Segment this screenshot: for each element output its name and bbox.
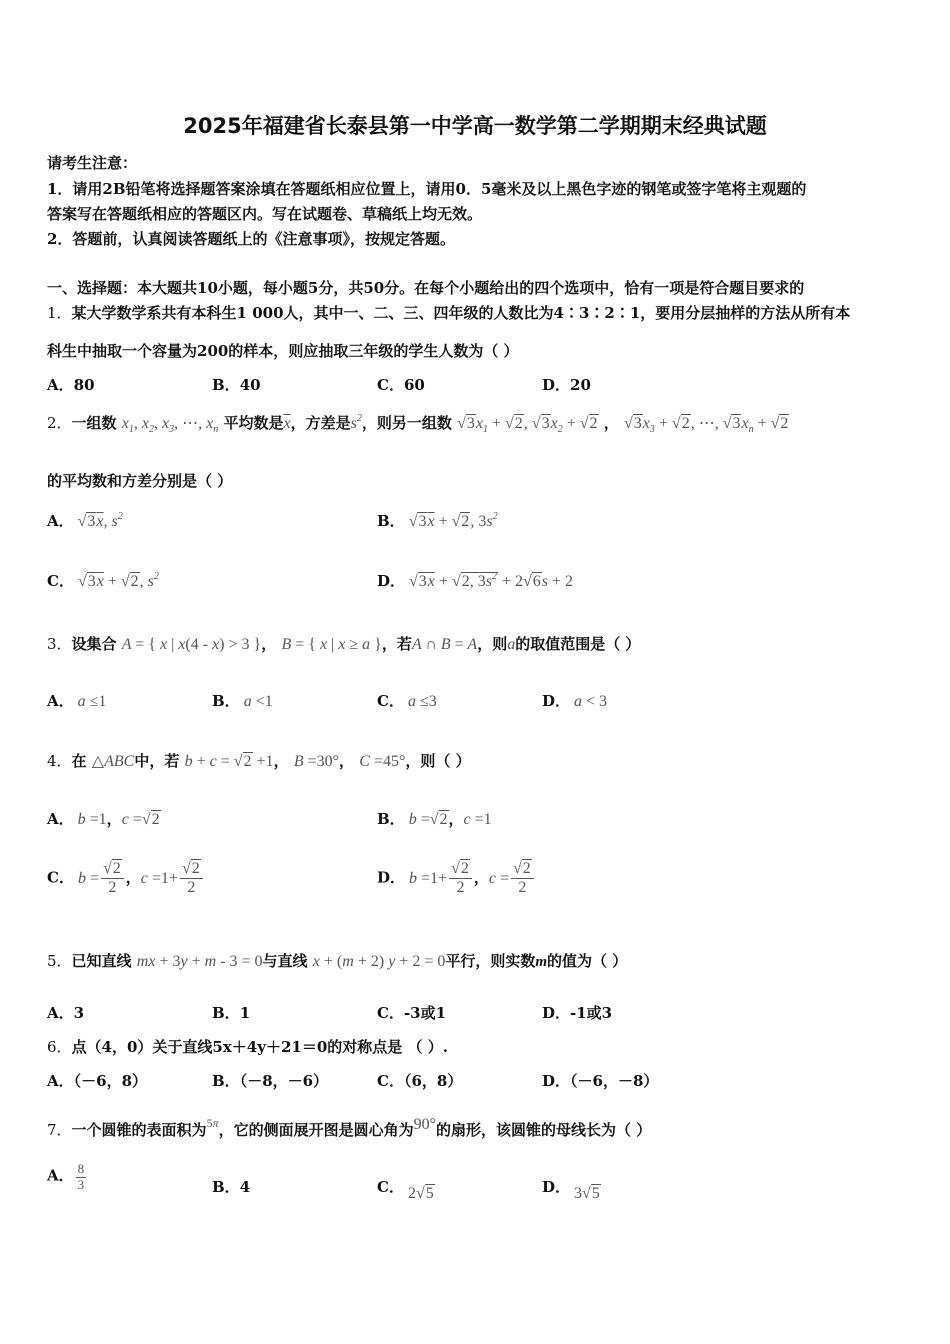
- question-2-cont: 的平均数和方差分别是（ ）: [47, 472, 233, 490]
- formula: $x_1$, $x_2$, $x_3$, ⋯, $x_n$: [121, 415, 219, 435]
- option-b[interactable]: B．40: [212, 376, 261, 394]
- option-d[interactable]: D．（－6，－8）: [542, 1072, 659, 1090]
- option-b[interactable]: B． a <1: [212, 692, 273, 710]
- notice-item-2: 2．答题前，认真阅读答题纸上的《注意事项》，按规定答题。: [47, 230, 455, 248]
- option-b[interactable]: B．（－8，－6）: [212, 1072, 329, 1090]
- notice-heading: 请考生注意：: [47, 154, 138, 172]
- option-d[interactable]: D． b =1+ $\frac{√2}{2}$ ，c = $\frac{√2}{2}$: [377, 860, 536, 898]
- question-1: [47, 302, 850, 323]
- option-d[interactable]: D．-1或3: [542, 1004, 613, 1022]
- option-a[interactable]: A． $√3\overline{x}$, $s^2$: [47, 511, 123, 530]
- option-c[interactable]: C．60: [377, 376, 425, 394]
- option-a[interactable]: A．3: [47, 1004, 85, 1022]
- option-a[interactable]: A． b =1，c =√2: [47, 810, 160, 828]
- option-c[interactable]: C． $√3\overline{x} + √2$, $s^2$: [47, 571, 159, 590]
- formula: B = { x | x ≥ a }: [281, 636, 382, 653]
- notice-item-1: 1．请用2B铅笔将选择题答案涂填在答题纸相应位置上，请用0．5毫米及以上黑色字迹的钢笔或签字笔将主观题的: [47, 180, 807, 198]
- formula: mx + 3y + m - 3 = 0: [136, 953, 263, 970]
- option-b[interactable]: B．4: [212, 1178, 251, 1196]
- formula: △ABC: [91, 753, 135, 770]
- option-b[interactable]: B． b =√2，c =1: [377, 810, 492, 828]
- formula: $√3x_3 + √2$, ⋯, $√3x_n + √2$: [623, 415, 789, 435]
- option-a[interactable]: A． a ≤1: [47, 692, 107, 710]
- question-number: 1．: [47, 304, 72, 322]
- option-c[interactable]: C． 2√5: [377, 1178, 434, 1202]
- option-a[interactable]: A．80: [47, 376, 95, 394]
- page-title: 2025年福建省长泰县第一中学高一数学第二学期期末经典试题: [183, 114, 767, 138]
- question-3: 3．设集合 A = { x | x(4 - x) > 3 }， B = { x | x ≥ a }，若A ∩ B = A，则a的取值范围是（ ）: [47, 635, 641, 653]
- formula: A = { x | x(4 - x) > 3 }: [121, 636, 262, 653]
- option-c[interactable]: C．-3或1: [377, 1004, 447, 1022]
- formula: b + c = √2 +1: [184, 753, 274, 770]
- option-d[interactable]: D． $√3\overline{x} + √2$, $3s^2 + 2√6s + 2$: [377, 571, 574, 590]
- option-a[interactable]: A． $\frac{8}{3}$: [47, 1161, 85, 1192]
- question-1-cont: 科生中抽取一个容量为200的样本，则应抽取三年级的学生人数为（ ）: [47, 342, 519, 360]
- question-2: 2．一组数 $x_1$, $x_2$, $x_3$, ⋯, $x_n$ 平均数是$\overline{x}$，方差是$s^2$，则另一组数 $√3x_1 + √2$, $√3x_2 + √2$ ， $√3x_3 + √2$, ⋯, $√3x_n + √2$: [47, 413, 789, 435]
- option-c[interactable]: C．（6，8）: [377, 1072, 463, 1090]
- question-7: 7．一个圆锥的表面积为$^{5\pi}$，它的侧面展开图是圆心角为90°的扇形，该圆锥的母线长为（ ）: [47, 1116, 652, 1139]
- question-5: 5．已知直线 mx + 3y + m - 3 = 0与直线 x + (m + 2) y + 2 = 0平行，则实数m的值为（ ）: [47, 952, 628, 970]
- option-c[interactable]: C． a ≤3: [377, 692, 437, 710]
- option-c[interactable]: C． b = $\frac{√2}{2}$ ，c =1+ $\frac{√2}{2}$: [47, 860, 205, 898]
- formula: x + (m + 2) y + 2 = 0: [312, 953, 446, 970]
- section-heading: 一、选择题：本大题共10小题，每小题5分，共50分。在每个小题给出的四个选项中，恰有一项是符合题目要求的: [47, 279, 805, 297]
- option-d[interactable]: D． a < 3: [542, 692, 608, 710]
- option-b[interactable]: B． $√3\overline{x} + √2$, $3s^2$: [377, 511, 498, 530]
- question-6: 6．点（4，0）关于直线5x＋4y＋21＝0的对称点是 （ ）.: [47, 1038, 448, 1056]
- option-b[interactable]: B．1: [212, 1004, 251, 1022]
- option-d[interactable]: D． 3√5: [542, 1178, 600, 1202]
- formula: $√3x_1 + √2$, $√3x_2 + √2$: [457, 415, 598, 435]
- option-a[interactable]: A．（－6，8）: [47, 1072, 148, 1090]
- question-4: 4．在 △ABC中，若 b + c = √2 +1， B =30°， C =45°，则（ ）: [47, 752, 471, 770]
- question-text: 某大学数学系共有本科生1 000人，其中一、二、三、四年级的人数比为4∶3∶2∶1，要用分层抽样的方法从所有本: [71, 304, 851, 322]
- option-d[interactable]: D．20: [542, 376, 591, 394]
- notice-item-1-cont: 答案写在答题纸相应的答题区内。写在试题卷、草稿纸上均无效。: [47, 205, 483, 223]
